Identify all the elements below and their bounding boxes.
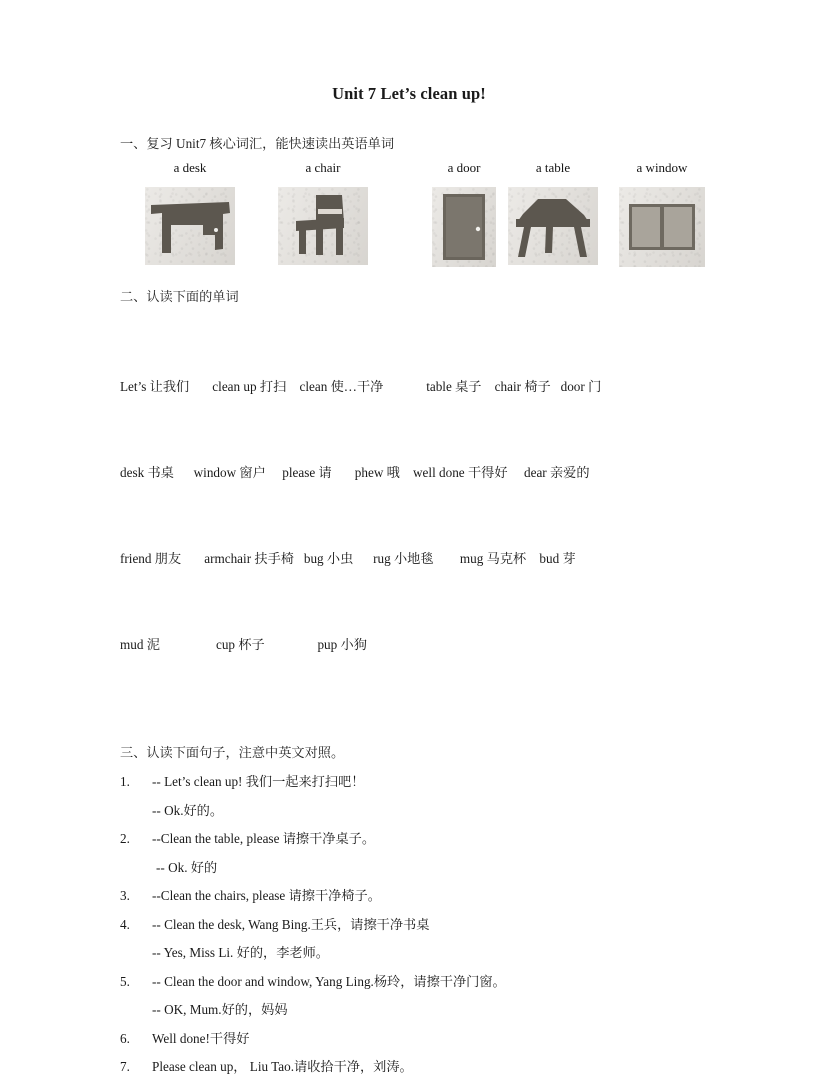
sentence-text: Please clean up， Liu Tao.请收拾干净，刘涛。 (152, 1059, 413, 1075)
sentence-reply: -- Yes, Miss Li. 好的，李老师。 (152, 945, 329, 961)
vocabulary-line: desk 书桌 window 窗户 please 请 phew 哦 well done 干得好 dear 亲爱的 (120, 464, 590, 480)
picture-cell-window (597, 161, 727, 267)
sentence-text: -- Clean the desk, Wang Bing.王兵，请擦干净书桌 (152, 916, 430, 932)
sentence-text: Well done!干得好 (152, 1030, 250, 1046)
sentence-number: 3. (120, 888, 130, 904)
sentence-reply: -- Ok.好的。 (152, 802, 224, 818)
picture-label-chair: a chair (305, 159, 341, 175)
sentence-item (120, 825, 698, 882)
section-one-heading: 一、复习 Unit7 核心词汇，能快速读出英语单词 (120, 135, 395, 151)
sentence-item (120, 968, 698, 1025)
vocabulary-line: mud 泥 cup 杯子 pup 小狗 (120, 637, 367, 653)
page-title: Unit 7 Let’s clean up! (332, 84, 486, 103)
sentence-number: 1. (120, 774, 130, 790)
section-three-heading: 三、认读下面句子，注意中英文对照。 (120, 745, 345, 761)
sentence-item (120, 768, 698, 825)
table-illustration-icon (508, 187, 598, 265)
sentence-reply: -- OK, Mum.好的，妈妈 (152, 1002, 288, 1018)
vocabulary-picture-row (120, 161, 698, 279)
vocabulary-line: Let’s 让我们 clean up 打扫 clean 使…干净 table 桌子 chair 椅子 door 门 (120, 378, 602, 394)
window-illustration-icon (619, 187, 705, 267)
sentence-item (120, 882, 698, 911)
sentence-list (120, 768, 698, 1082)
sentence-text: --Clean the table, please 请擦干净桌子。 (152, 831, 376, 847)
picture-label-desk: a desk (173, 159, 207, 175)
picture-label-door: a door (447, 159, 481, 175)
section-two-heading: 二、认读下面的单词 (120, 288, 239, 304)
door-illustration-icon (432, 187, 496, 267)
sentence-item (120, 911, 698, 968)
sentence-number: 6. (120, 1030, 130, 1046)
vocabulary-list (120, 315, 698, 717)
sentence-text: --Clean the chairs, please 请擦干净椅子。 (152, 888, 381, 904)
sentence-text: -- Let’s clean up! 我们一起来打扫吧！ (152, 774, 365, 790)
chair-illustration-icon (278, 187, 368, 265)
sentence-number: 7. (120, 1059, 130, 1075)
sentence-item (120, 1025, 698, 1054)
picture-label-window: a window (636, 159, 688, 175)
picture-label-table: a table (535, 159, 571, 175)
sentence-number: 4. (120, 916, 130, 932)
sentence-text: -- Clean the door and window, Yang Ling.杨玲，请擦干净门窗。 (152, 973, 506, 989)
picture-cell-table (503, 161, 603, 265)
sentence-number: 2. (120, 831, 130, 847)
vocabulary-line: friend 朋友 armchair 扶手椅 bug 小虫 rug 小地毯 mug 马克杯 bud 芽 (120, 551, 576, 567)
document-content (120, 84, 698, 1082)
picture-cell-chair (256, 161, 390, 265)
sentence-number: 5. (120, 973, 130, 989)
picture-cell-desk (123, 161, 257, 265)
sentence-reply: -- Ok. 好的 (156, 859, 218, 875)
sentence-item (120, 1053, 698, 1082)
desk-illustration-icon (145, 187, 235, 265)
